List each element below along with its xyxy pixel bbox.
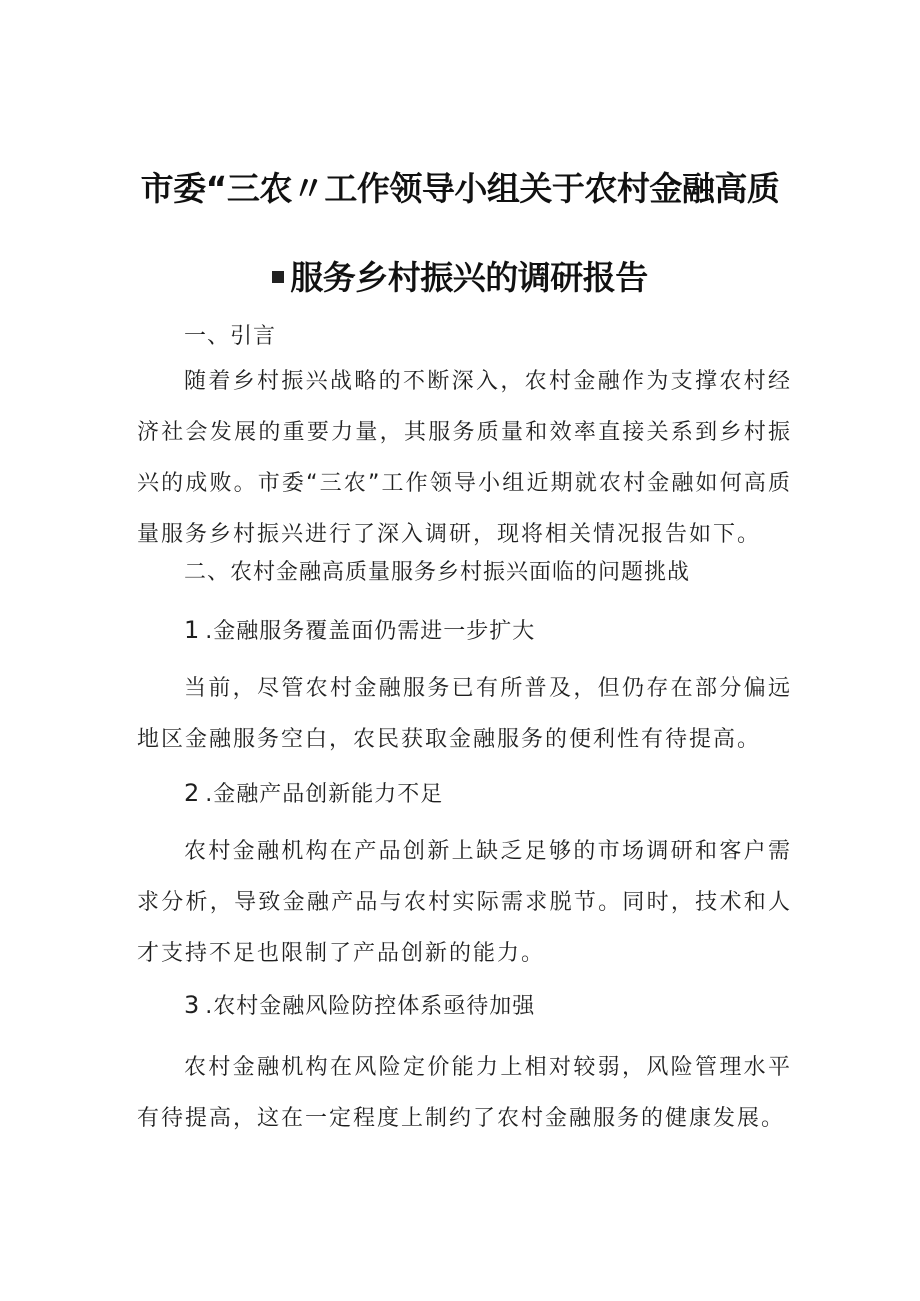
- paragraph-item-2: 农村金融机构在产品创新上缺乏足够的市场调研和客户需求分析，导致金融产品与农村实际需求脱节。同时，技术和人才支持不足也限制了产品创新的能力。: [137, 839, 792, 966]
- item-heading-1: [137, 605, 792, 657]
- item-heading-1-text: .金融服务覆盖面仍需进一步扩大: [205, 619, 536, 644]
- document-title-line-2-text: 服务乡村振兴的调研报告: [290, 258, 648, 297]
- item-heading-3-text: .农村金融风险防控体系亟待加强: [205, 994, 536, 1019]
- bullet-square-icon: [272, 271, 284, 283]
- paragraph-item-1: 当前，尽管农村金融服务已有所普及，但仍存在部分偏远地区金融服务空白，农民获取金融服务的便利性有待提高。: [137, 676, 792, 752]
- paragraph-intro: 随着乡村振兴战略的不断深入，农村金融作为支撑农村经济社会发展的重要力量，其服务质量和效率直接关系到乡村振兴的成败。市委“三农”工作领导小组近期就农村金融如何高质量服务乡村振兴进行了深入调研，现将相关情况报告如下。: [137, 369, 792, 547]
- paragraph-item-3: 农村金融机构在风险定价能力上相对较弱，风险管理水平有待提高，这在一定程度上制约了农村金融服务的健康发展。: [137, 1055, 792, 1131]
- item-heading-3: [137, 980, 792, 1032]
- document-title-line-2: [0, 252, 920, 299]
- item-heading-2: [137, 768, 792, 820]
- section-heading-intro: 一、引言: [184, 324, 277, 349]
- item-number-2: 2: [184, 779, 200, 807]
- section-heading-problems: 二、农村金融高质量服务乡村振兴面临的问题挑战: [184, 560, 691, 585]
- item-number-3: 3: [184, 991, 200, 1019]
- item-heading-2-text: .金融产品创新能力不足: [205, 782, 444, 807]
- document-title-line-1: 市委“三农〃工作领导小组关于农村金融高质: [140, 169, 780, 208]
- item-number-1: 1: [184, 616, 200, 644]
